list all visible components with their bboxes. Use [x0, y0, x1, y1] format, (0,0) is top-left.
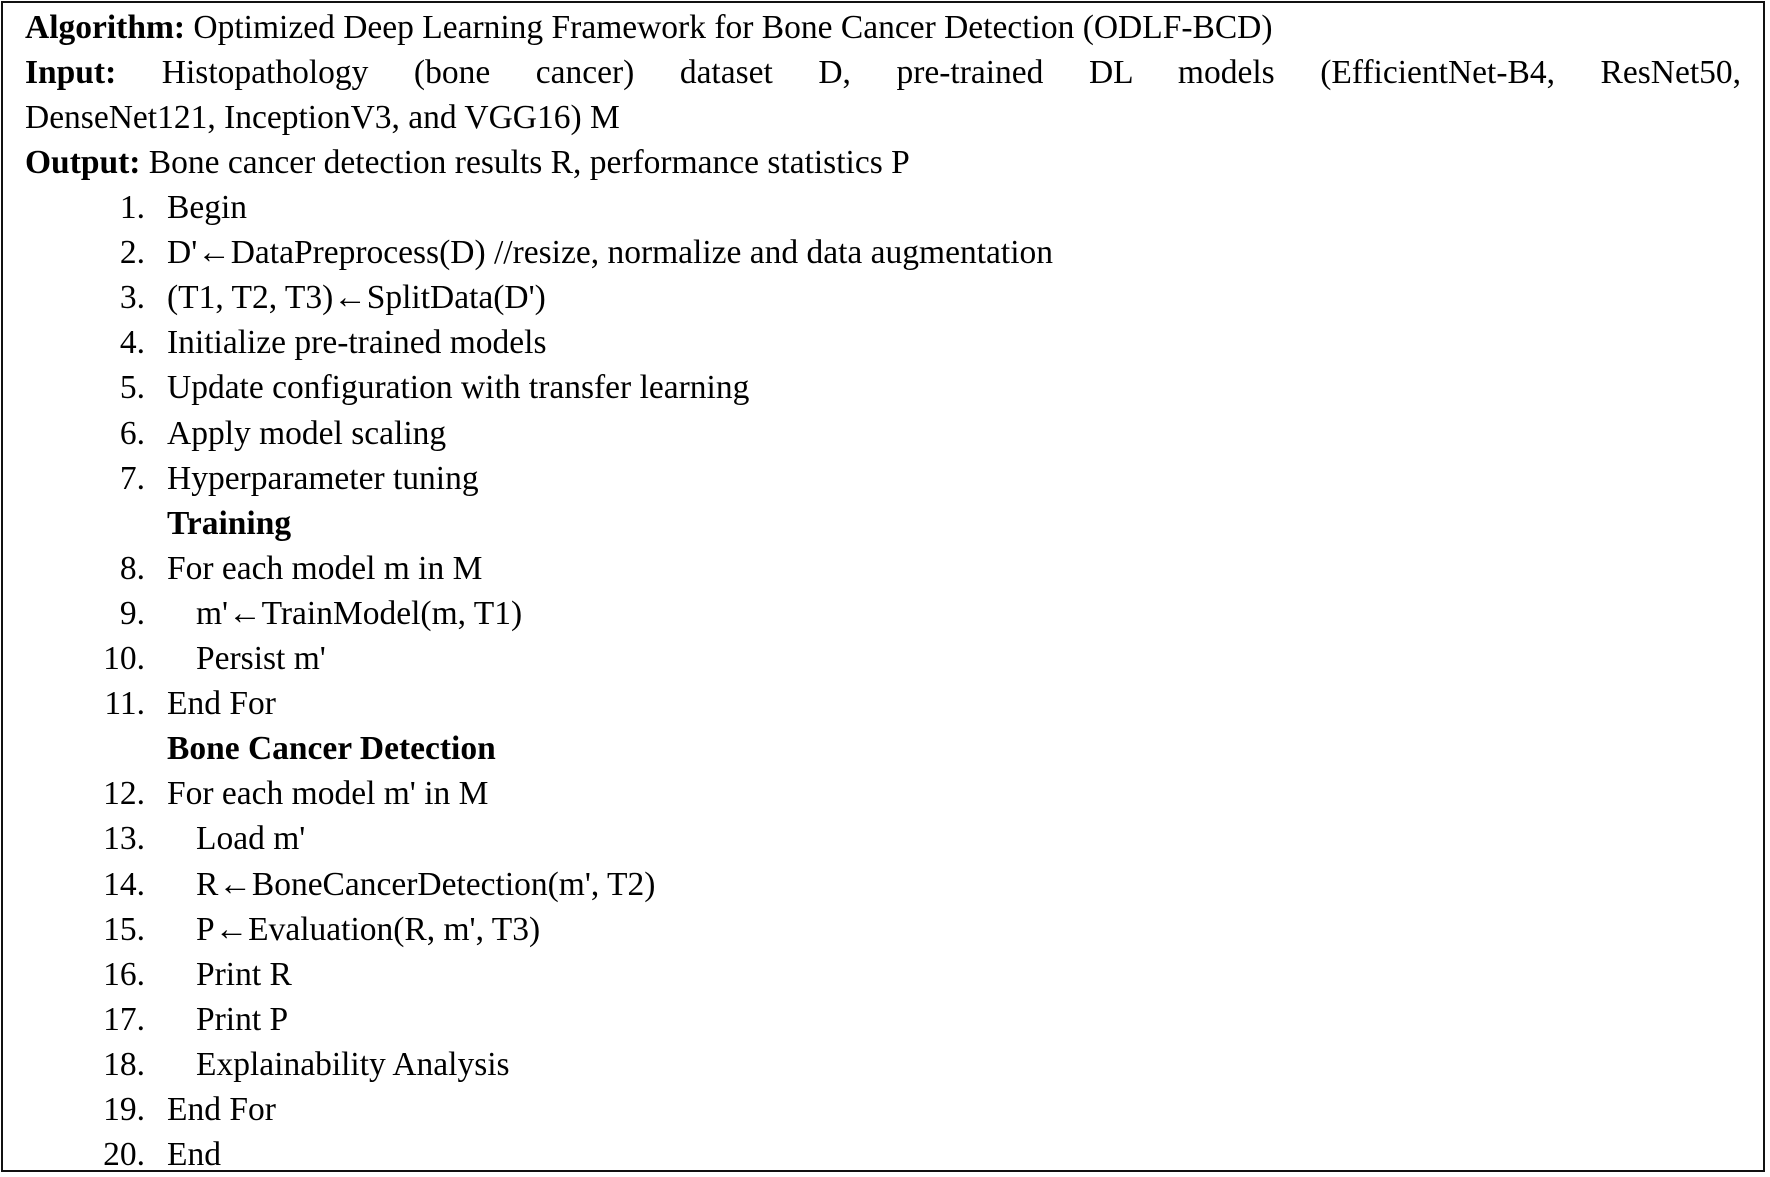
step-row: [25, 997, 1741, 1042]
algorithm-title: Optimized Deep Learning Framework for Bone Cancer Detection (ODLF-BCD): [193, 9, 1273, 46]
step-text: For each model m in M: [167, 549, 483, 587]
step-text: Persist m': [196, 640, 326, 677]
output-text: Bone cancer detection results R, performance statistics P: [148, 144, 910, 181]
step-number: 17.: [103, 1000, 145, 1038]
section-heading: [25, 726, 1741, 771]
step-text: Print P: [196, 1000, 289, 1038]
output-label: Output:: [25, 144, 141, 181]
step-row: [25, 771, 1741, 816]
step-text: End For: [167, 1091, 276, 1128]
step-number: 3.: [119, 279, 145, 317]
step-row: [25, 907, 1741, 952]
step-text: Begin: [167, 189, 248, 226]
step-row: [25, 320, 1741, 365]
section-heading: [25, 501, 1741, 546]
step-number: 19.: [103, 1091, 145, 1128]
step-number: 9.: [119, 594, 145, 632]
step-text: Apply model scaling: [167, 414, 447, 452]
input-text: Histopathology (bone cancer) dataset D, pre-trained DL models (EfficientNet-B4, ResNet50,: [161, 54, 1742, 91]
step-row: [25, 185, 1741, 230]
algorithm-title-line: [25, 5, 1741, 50]
step-number: 7.: [119, 459, 145, 497]
step-number: 20.: [103, 1136, 145, 1174]
step-text: For each model m' in M: [167, 775, 489, 813]
step-text: Update configuration with transfer learning: [167, 369, 750, 407]
step-number: 1.: [119, 189, 145, 226]
step-row: [25, 275, 1741, 320]
step-row: [25, 1042, 1741, 1087]
step-text: End For: [167, 685, 276, 723]
step-row: [25, 681, 1741, 726]
step-text: (T1, T2, T3)←SplitData(D'): [167, 279, 546, 317]
step-text: Print R: [196, 955, 292, 993]
step-row: [25, 862, 1741, 907]
step-number: 8.: [119, 549, 145, 587]
step-row: [25, 1087, 1741, 1132]
step-number: 18.: [103, 1045, 145, 1083]
step-text: m'←TrainModel(m, T1): [196, 594, 523, 632]
step-row: [25, 365, 1741, 410]
step-number: 13.: [103, 820, 145, 858]
output-line: [25, 140, 1741, 185]
step-text: Explainability Analysis: [196, 1045, 510, 1083]
step-text: D'←DataPreprocess(D) //resize, normalize and data augmentation: [167, 234, 1053, 272]
step-row: [25, 816, 1741, 861]
input-line-2: [25, 95, 1741, 140]
step-text: End: [167, 1136, 221, 1174]
input-text-2: DenseNet121, InceptionV3, and VGG16) M: [25, 99, 620, 136]
algorithm-box: [1, 1, 1765, 1172]
step-number: 11.: [104, 685, 145, 723]
step-number: 12.: [103, 775, 145, 813]
step-text: Initialize pre-trained models: [167, 324, 547, 362]
step-text: P←Evaluation(R, m', T3): [196, 910, 541, 948]
step-number: 5.: [119, 369, 145, 407]
step-number: 4.: [119, 324, 145, 362]
step-row: [25, 456, 1741, 501]
step-row: [25, 952, 1741, 997]
step-row: [25, 411, 1741, 456]
input-line: [25, 50, 1741, 95]
step-text: Bone Cancer Detection: [167, 730, 496, 768]
step-text: Hyperparameter tuning: [167, 459, 479, 497]
step-number: 15.: [103, 910, 145, 948]
step-text: Training: [167, 504, 292, 542]
step-number: 10.: [103, 640, 145, 677]
step-row: [25, 1132, 1741, 1177]
step-number: 14.: [103, 865, 145, 903]
step-text: R←BoneCancerDetection(m', T2): [196, 865, 656, 903]
step-row: [25, 591, 1741, 636]
step-row: [25, 546, 1741, 591]
step-number: 2.: [119, 234, 145, 272]
step-text: Load m': [196, 820, 306, 858]
step-number: 6.: [119, 414, 145, 452]
input-label: Input:: [25, 54, 117, 91]
algorithm-label: Algorithm:: [25, 9, 186, 46]
step-row: [25, 230, 1741, 275]
step-number: 16.: [103, 955, 145, 993]
step-row: [25, 636, 1741, 681]
